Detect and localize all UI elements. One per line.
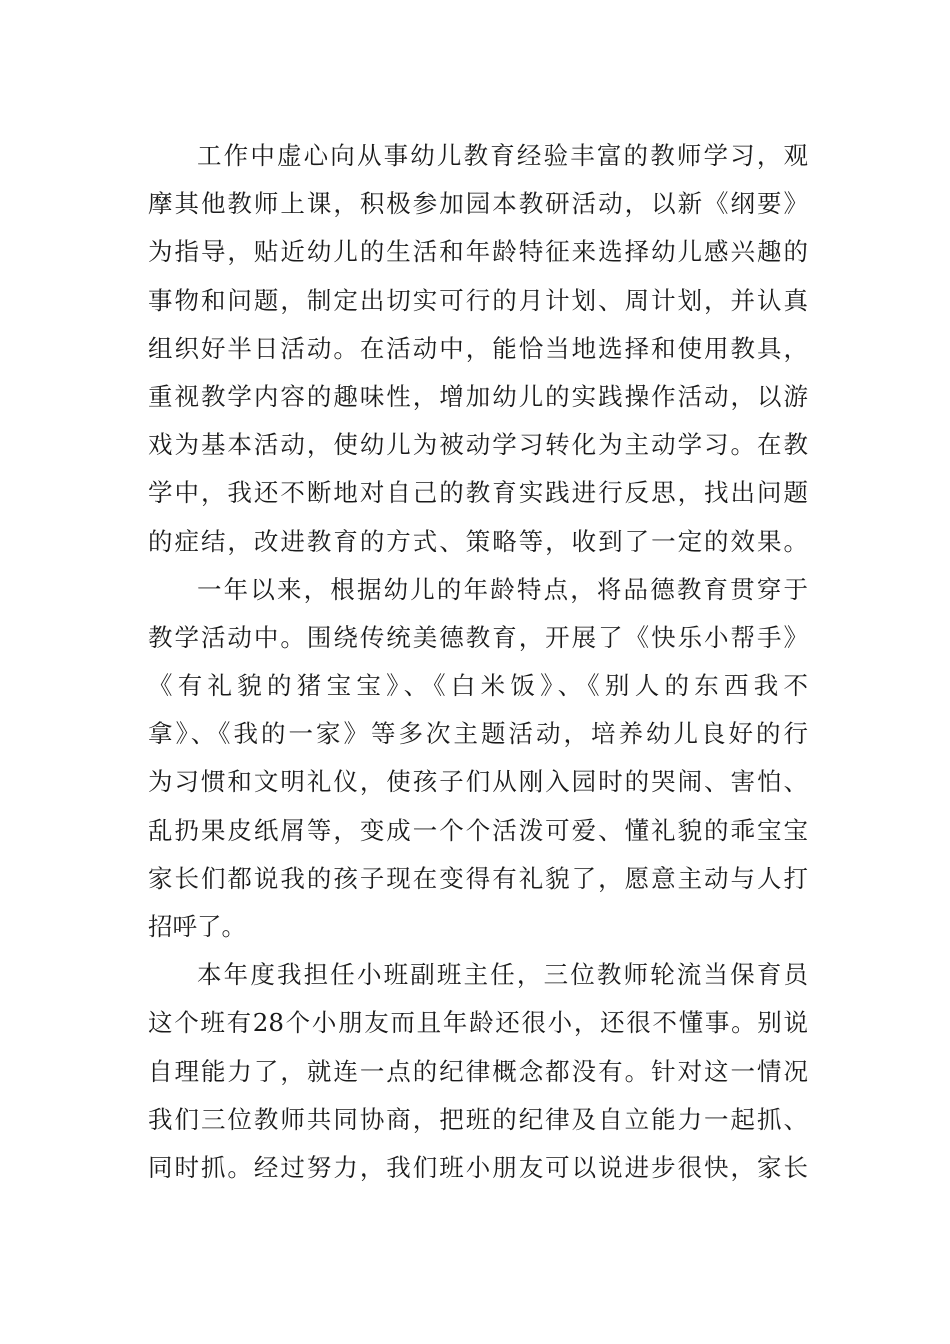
paragraph-2-line-8: 招呼了。	[148, 912, 246, 941]
paragraph-2-line-1: 一年以来，根据幼儿的年龄特点，将品德教育贯穿于	[197, 574, 808, 604]
paragraph-3-line-5: 同时抓。经过努力，我们班小朋友可以说进步很快，家长	[148, 1152, 808, 1182]
paragraph-2-line-3: 《有礼貌的猪宝宝》、《白米饭》、《别人的东西我不	[148, 671, 808, 701]
body-text	[148, 132, 808, 1192]
paragraph-3-line-3: 自理能力了，就连一点的纪律概念都没有。针对这一情况	[148, 1056, 808, 1086]
paragraph-1-line-5: 组织好半日活动。在活动中，能恰当地选择和使用教具，	[148, 333, 808, 363]
paragraph-2-line-6: 乱扔果皮纸屑等，变成一个个活泼可爱、懂礼貌的乖宝宝	[148, 815, 808, 845]
paragraph-3-line-2: 这个班有28个小朋友而且年龄还很小，还很不懂事。别说	[148, 1008, 808, 1038]
paragraph-2-line-7: 家长们都说我的孩子现在变得有礼貌了，愿意主动与人打	[148, 863, 808, 893]
paragraph-1-line-3: 为指导，贴近幼儿的生活和年龄特征来选择幼儿感兴趣的	[148, 237, 808, 267]
paragraph-2-line-5: 为习惯和文明礼仪，使孩子们从刚入园时的哭闹、害怕、	[148, 767, 808, 797]
paragraph-1-line-6: 重视教学内容的趣味性，增加幼儿的实践操作活动，以游	[148, 381, 808, 411]
paragraph-1-line-4: 事物和问题，制定出切实可行的月计划、周计划，并认真	[148, 285, 808, 315]
paragraph-1-line-2: 摩其他教师上课，积极参加园本教研活动，以新《纲要》	[148, 189, 808, 219]
paragraph-1-line-9: 的症结，改进教育的方式、策略等，收到了一定的效果。	[148, 526, 808, 556]
paragraph-3-line-4: 我们三位教师共同协商，把班的纪律及自立能力一起抓、	[148, 1104, 808, 1134]
paragraph-1-line-1: 工作中虚心向从事幼儿教育经验丰富的教师学习，观	[197, 141, 808, 170]
paragraph-1-line-8: 学中，我还不断地对自己的教育实践进行反思，找出问题	[148, 478, 808, 508]
paragraph-2-line-4: 拿》、《我的一家》等多次主题活动，培养幼儿良好的行	[148, 719, 808, 749]
paragraph-2-line-2: 教学活动中。围绕传统美德教育，开展了《快乐小帮手》	[148, 622, 808, 652]
paragraph-3-line-1: 本年度我担任小班副班主任，三位教师轮流当保育员	[197, 960, 808, 990]
paragraph-1-line-7: 戏为基本活动，使幼儿为被动学习转化为主动学习。在教	[148, 430, 808, 460]
